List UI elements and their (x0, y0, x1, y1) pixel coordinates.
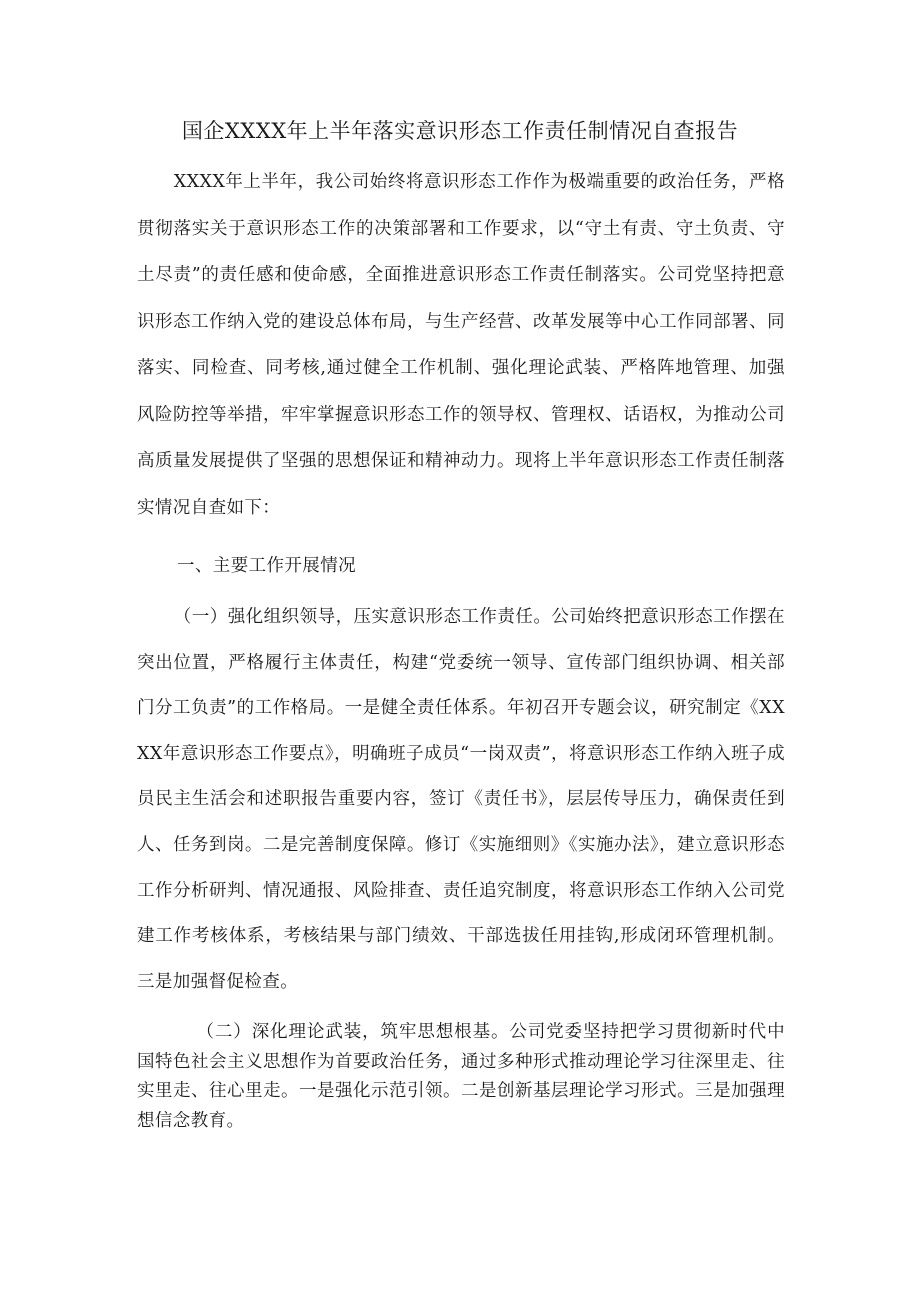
section-heading: 一、主要工作开展情况 (177, 556, 356, 576)
intro-paragraph: XXXX年上半年，我公司始终将意识形态工作作为极端重要的政治任务，严格贯彻落实关于意识形态工作的决策部署和工作要求，以“守土有责、守土负责、守土尽责”的责任感和使命感，全面推进意识形态工作责任制落实。公司党坚持把意识形态工作纳入党的建设总体布局，与生产经营、改革发展等中心工作同部署、同落实、同检查、同考核,通过健全工作机制、强化理论武装、严格阵地管理、加强风险防控等举措，牢牢掌握意识形态工作的领导权、管理权、话语权，为推动公司高质量发展提供了坚强的思想保证和精神动力。现将上半年意识形态工作责任制落实情况自查如下： (137, 172, 785, 518)
section-item-2-paragraph: （二）深化理论武装，筑牢思想根基。公司党委坚持把学习贯彻新时代中国特色社会主义思想作为首要政治任务，通过多种形式推动理论学习往深里走、往实里走、往心里走。一是强化示范引领。二是创新基层理论学习形式。三是加强理想信念教育。 (137, 1022, 785, 1131)
section-item-1-paragraph: （一）强化组织领导，压实意识形态工作责任。公司始终把意识形态工作摆在突出位置，严格履行主体责任，构建“党委统一领导、宣传部门组织协调、相关部门分工负责”的工作格局。一是健全责任体系。年初召开专题会议，研究制定《XXXX年意识形态工作要点》，明确班子成员“一岗双责”，将意识形态工作纳入班子成员民主生活会和述职报告重要内容，签订《责任书》，层层传导压力，确保责任到人、任务到岗。二是完善制度保障。修订《实施细则》《实施办法》，建立意识形态工作分析研判、情况通报、风险排查、责任追究制度，将意识形态工作纳入公司党建工作考核体系，考核结果与部门绩效、干部选拔任用挂钩,形成闭环管理机制。三是加强督促检查。 (137, 607, 785, 992)
document-title: 国企XXXX年上半年落实意识形态工作责任制情况自查报告 (181, 119, 739, 143)
